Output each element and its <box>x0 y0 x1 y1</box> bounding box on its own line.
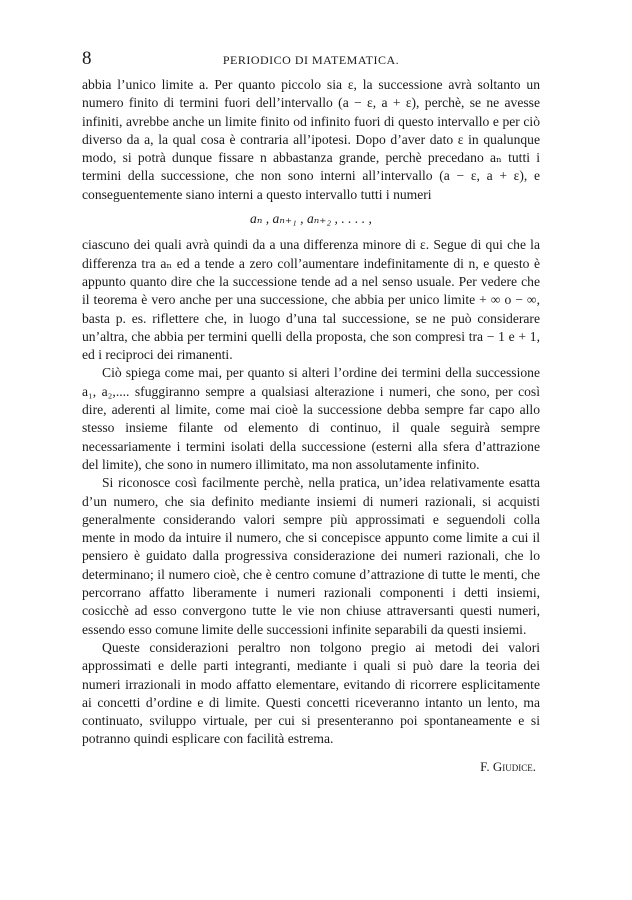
page <box>82 48 540 775</box>
paragraph-3: Ciò spiega come mai, per quanto si alteri l’ordine dei termini della successione a₁, a₂,.... sfuggiranno sempre a qualsiasi alterazione i numeri, che sono, per così dire, aderenti al limite, come mai cioè la successione debba sempre far capo allo stesso insieme filante od elemento di continuo, il quale seguirà sempre necessariamente i termini isolati della successione (esterni alla sfera d’attrazione del limite), che sono in numero illimitato, ma non assolutamente infinito. <box>82 365 540 472</box>
paragraph-5: Queste considerazioni peraltro non tolgono pregio ai metodi dei valori approssimati e delle parti integranti, mediante i quali si può dare la teoria dei numeri irrazionali in modo affatto elementare, evitando di ricorrere esplicitamente ai concetti d’ordine e di limite. Questi concetti riceveranno intanto un lento, ma continuato, sviluppo virtuale, per cui si presenteranno poi spontaneamente e si potranno quindi esplicare con facilità estrema. <box>82 639 540 747</box>
author-initial: F. <box>480 758 490 774</box>
paragraph-4: Si riconosce così facilmente perchè, nella pratica, un’idea relativamente esatta d’un numero, che sia definito mediante insiemi di numeri razionali, si acquisti generalmente considerando valori sempre più approssimati e seguendoli colla mente in modo da intuire il numero, che si concepisce appunto come limite a cui il pensiero è guidato dalla progressiva considerazione dei numeri razionali, che lo determinano; il numero cioè, che è centro comune d’attrazione di tutte le menti, che percorrano affatto liberamente i numeri razionali componenti i detti insiemi, cosicchè ad esso convergono tutte le vie non chiuse attraversanti questi numeri, essendo esso comune limite delle successioni infinite separabili da questi insiemi. <box>82 475 540 637</box>
page-number: 8 <box>82 48 92 69</box>
author-signature <box>82 759 540 775</box>
paragraph-1: abbia l’unico limite a. Per quanto piccolo sia ε, la successione avrà soltanto un numero finito di termini fuori dell’intervallo (a − ε, a + ε), perchè, se ne avesse infiniti, avrebbe anche un limite finito od infinito fuori di questo intervallo e per ciò diverso da a, la qual cosa è contraria all’ipotesi. Dopo d’aver dato ε in qualunque modo, si potrà dunque fissare n abbastanza grande, perchè precedano aₙ tutti i termini della successione, che non sono interni all’intervallo (a − ε, a + ε), e conseguentemente siano interni a questo intervallo tutti i numeri <box>82 77 540 202</box>
author-surname: Giudice. <box>492 758 536 774</box>
paragraph-2: ciascuno dei quali avrà quindi da a una differenza minore di ε. Segue di qui che la differenza tra aₙ ed a tende a zero coll’aumentare indefinitamente di n, e questo è appunto quanto dire che la successione tende ad a nel senso usuale. Per vedere che il teorema è vero anche per una successione, che abbia per unico limite + ∞ o − ∞, basta p. es. riflettere che, in luogo d’una tal successione, se ne può considerare un’altra, che abbia per termini quelli della proposta, che son compresi tra − 1 e + 1, ed i reciproci dei rimanenti. <box>82 237 540 363</box>
display-formula: aₙ , aₙ₊₁ , aₙ₊₂ , . . . . , <box>250 211 372 227</box>
running-head: PERIODICO DI MATEMATICA. <box>222 53 400 67</box>
page-header <box>82 48 540 72</box>
